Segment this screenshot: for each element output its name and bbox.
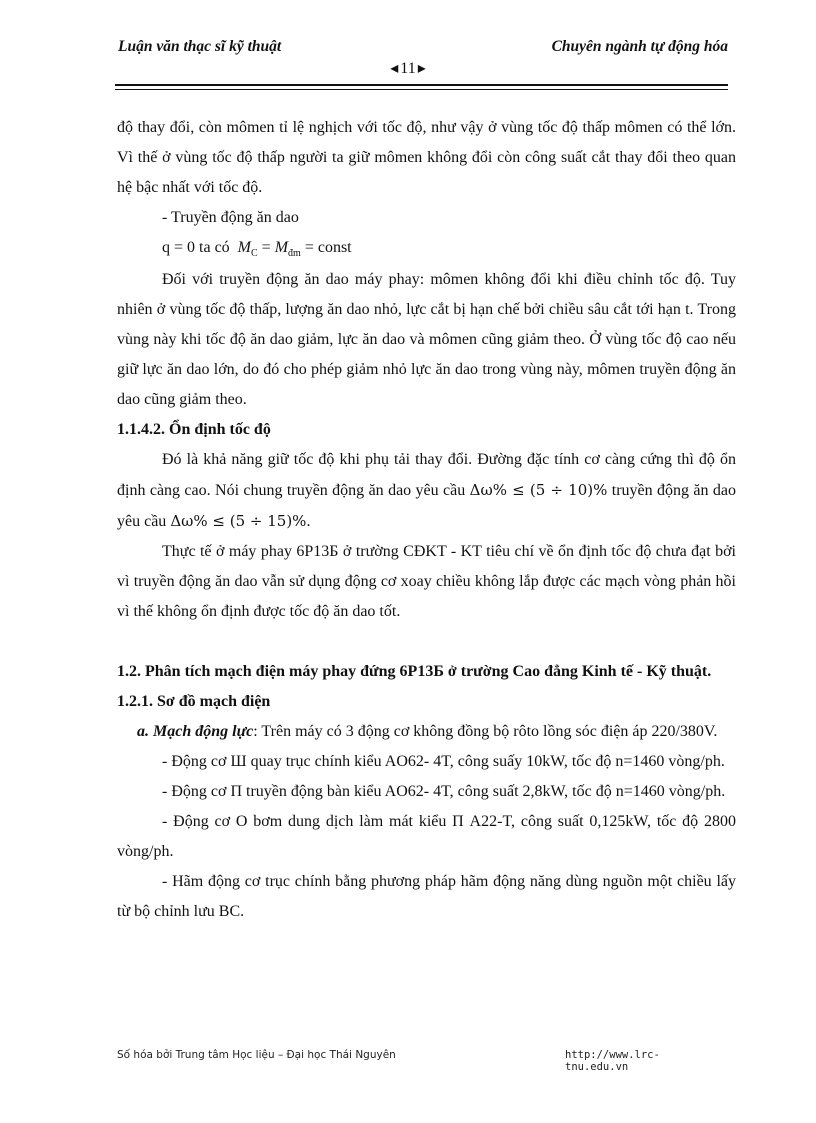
power-circuit-label: a. Mạch động lực bbox=[137, 723, 254, 740]
section-spacer bbox=[117, 627, 736, 657]
formula-m2: M bbox=[274, 239, 289, 256]
paragraph-6p13b-reality: Thực tế ở máy phay 6P13Б ở trường CĐKT - KT tiêu chí về ổn định tốc độ chưa đạt bởi vì truyền động ăn dao vẫn sử dụng động cơ xoay chiều không lắp được các mạch vòng phản hồi vì thế không ổn định được tốc độ ăn dao tốt. bbox=[117, 543, 736, 620]
paragraph-feed-drive: - Truyền động ăn dao bbox=[162, 209, 299, 226]
heading-circuit-diagram: 1.2.1. Sơ đồ mạch điện bbox=[117, 693, 271, 710]
page-number bbox=[0, 58, 816, 78]
footer-digitized-by: Số hóa bởi Trung tâm Học liệu – Đại học Thái Nguyên bbox=[117, 1049, 396, 1061]
paragraph-motor-table: - Động cơ П truyền động bàn kiểu AO62- 4T, công suất 2,8kW, tốc độ n=1460 vòng/ph. bbox=[162, 783, 726, 800]
page-number-value: 11 bbox=[400, 60, 416, 77]
stability-formula-2: Δω% ≤ (5 ÷ 15)% bbox=[170, 512, 307, 530]
formula-eq1: = bbox=[261, 239, 271, 256]
paragraph-motor-coolant: - Động cơ O bơm dung dịch làm mát kiểu П A22-T, công suất 0,125kW, tốc độ 2800 vòng/ph. bbox=[117, 813, 736, 860]
paragraph-speed-stability bbox=[117, 445, 736, 537]
page-number-left-arrow: ◂ bbox=[390, 60, 399, 77]
header-rule-thin bbox=[115, 89, 728, 90]
footer-url: http://www.lrc-tnu.edu.vn bbox=[565, 1049, 660, 1073]
stability-text-c: . bbox=[306, 513, 311, 530]
formula-sub-c: C bbox=[251, 248, 258, 259]
heading-section-1-2: 1.2. Phân tích mạch điện máy phay đứng 6P13Б ở trường Cao đẳng Kinh tế - Kỹ thuật. bbox=[117, 663, 712, 680]
paragraph-torque-formula bbox=[117, 233, 736, 265]
header-specialization: Chuyên ngành tự động hóa bbox=[551, 38, 728, 55]
paragraph-power-circuit bbox=[117, 717, 736, 747]
formula-m: M bbox=[237, 239, 251, 256]
stability-formula-1: Δω% ≤ (5 ÷ 10)% bbox=[469, 481, 608, 499]
header-thesis-title: Luận văn thạc sĩ kỹ thuật bbox=[118, 38, 282, 55]
stability-text-b: truyền động ăn dao yêu cầu bbox=[117, 482, 737, 530]
paragraph-torque-low-speed: độ thay đổi, còn mômen tỉ lệ nghịch với tốc độ, như vậy ở vùng tốc độ thấp mômen có thể lớn. Vì thế ở vùng tốc độ thấp người ta giữ mômen không đổi còn công suất cắt thay đổi theo quan hệ bậc nhất với tốc độ. bbox=[117, 119, 736, 196]
paragraph-motor-spindle: - Động cơ Ш quay trục chính kiểu AO62- 4T, công suấy 10kW, tốc độ n=1460 vòng/ph. bbox=[162, 753, 725, 770]
heading-speed-stability: 1.1.4.2. Ổn định tốc độ bbox=[117, 421, 271, 438]
formula-eq2: = const bbox=[304, 239, 352, 256]
page-header bbox=[118, 38, 728, 58]
header-rule-thick bbox=[115, 84, 728, 86]
paragraph-spindle-braking: - Hãm động cơ trục chính bằng phương pháp hãm động năng dùng nguồn một chiều lấy từ bộ chỉnh lưu BC. bbox=[117, 873, 736, 920]
page-number-right-arrow: ▸ bbox=[417, 60, 426, 77]
stability-text-a: Đó là khả năng giữ tốc độ khi phụ tải thay đổi. Đường đặc tính cơ càng cứng thì độ ổn định càng cao. Nói chung truyền động ăn dao yêu cầu bbox=[117, 451, 736, 499]
formula-sub-dm: đm bbox=[288, 248, 301, 259]
page-content bbox=[117, 113, 736, 927]
power-circuit-text: : Trên máy có 3 động cơ không đồng bộ rôto lồng sóc điện áp 220/380V. bbox=[253, 723, 718, 740]
formula-lead: q = 0 ta có bbox=[162, 239, 230, 256]
paragraph-feed-torque: Đối với truyền động ăn dao máy phay: mômen không đổi khi điều chỉnh tốc độ. Tuy nhiên ở vùng tốc độ thấp, lượng ăn dao nhỏ, lực cắt bị hạn chế bởi chiều sâu cắt tới hạn t. Trong vùng này khi tốc độ ăn dao giảm, lực ăn dao và mômen cũng giảm theo. Ở vùng tốc độ cao nếu giữ lực ăn dao lớn, do đó cho phép giảm nhỏ lực ăn dao trong vùng này, mômen truyền động ăn dao cũng giảm theo. bbox=[117, 271, 736, 408]
